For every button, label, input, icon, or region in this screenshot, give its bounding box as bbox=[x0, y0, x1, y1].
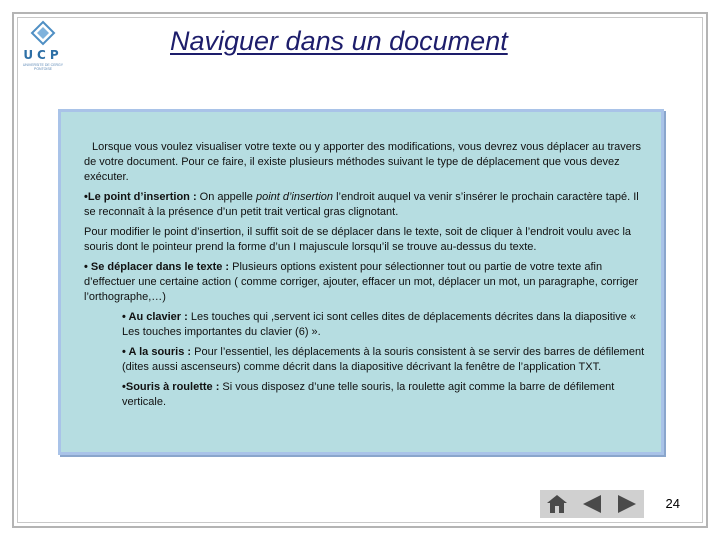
wheel-label: •Souris à roulette : bbox=[122, 381, 220, 393]
logo-text: UCP bbox=[23, 48, 63, 62]
arrow-right-icon bbox=[617, 494, 637, 514]
insertion-point-label: •Le point d’insertion : bbox=[84, 191, 197, 203]
move-label: • Se déplacer dans le texte : bbox=[84, 261, 230, 273]
mouse-label: • A la souris : bbox=[122, 346, 192, 358]
page-number: 24 bbox=[665, 496, 680, 511]
move-paragraph: • Se déplacer dans le texte : Plusieurs options existent pour sélectionner tout ou partie de votre texte afin d’effectuer une certaine action ( comme corriger, ajouter, effacer un mot, déplacer un mot, un paragraphe, corriger l’orthographe,…) bbox=[84, 261, 639, 303]
home-button[interactable] bbox=[540, 490, 574, 518]
mouse-paragraph: • A la souris : Pour l’essentiel, les déplacements à la souris consistent à se servir des barres de défilement (dites aussi ascenseurs) comme décrit dans la diapositive décrivant la fenêtre de l’application TXT. bbox=[122, 346, 645, 373]
wheel-paragraph: •Souris à roulette : Si vous disposez d’une telle souris, la roulette agit comme la barre de défilement verticale. bbox=[122, 381, 615, 408]
slide-title: Naviguer dans un document bbox=[170, 26, 508, 56]
insertion-point-paragraph: •Le point d’insertion : On appelle point d’insertion l’endroit auquel va venir s’insérer le prochain caractère tapé. Il se reconnaît à la présence d’un petit trait vertical gras clignotant. bbox=[84, 191, 639, 218]
content-box bbox=[58, 109, 664, 455]
arrow-left-icon bbox=[582, 494, 602, 514]
logo-emblem-icon bbox=[20, 20, 66, 48]
insertion-point-italic: point d’insertion bbox=[255, 191, 334, 203]
keyboard-paragraph: • Au clavier : Les touches qui ,servent ici sont celles dites de déplacements décrites dans la diapositive « Les touches importantes du clavier (6) ». bbox=[122, 311, 637, 338]
next-button[interactable] bbox=[610, 490, 644, 518]
home-icon bbox=[546, 494, 568, 514]
modify-paragraph: Pour modifier le point d’insertion, il suffit soit de se déplacer dans le texte, soit de cliquer à l’endroit voulu avec la souris dont le pointeur prend la forme d’un I majuscule lorsqu’il se trouve au-dessus du texte. bbox=[84, 226, 632, 253]
intro-paragraph: Lorsque vous voulez visualiser votre texte ou y apporter des modifications, vous devrez vous déplacer au travers de votre document. Pour ce faire, il existe plusieurs méthodes suivant le type de déplacement que vous devez exécuter. bbox=[84, 141, 642, 183]
keyboard-label: • Au clavier : bbox=[122, 311, 188, 323]
logo-subtext: UNIVERSITE DE CERGY PONTOISE bbox=[22, 63, 64, 71]
ucp-logo bbox=[20, 20, 66, 74]
navigation-bar bbox=[540, 490, 644, 518]
previous-button[interactable] bbox=[575, 490, 609, 518]
